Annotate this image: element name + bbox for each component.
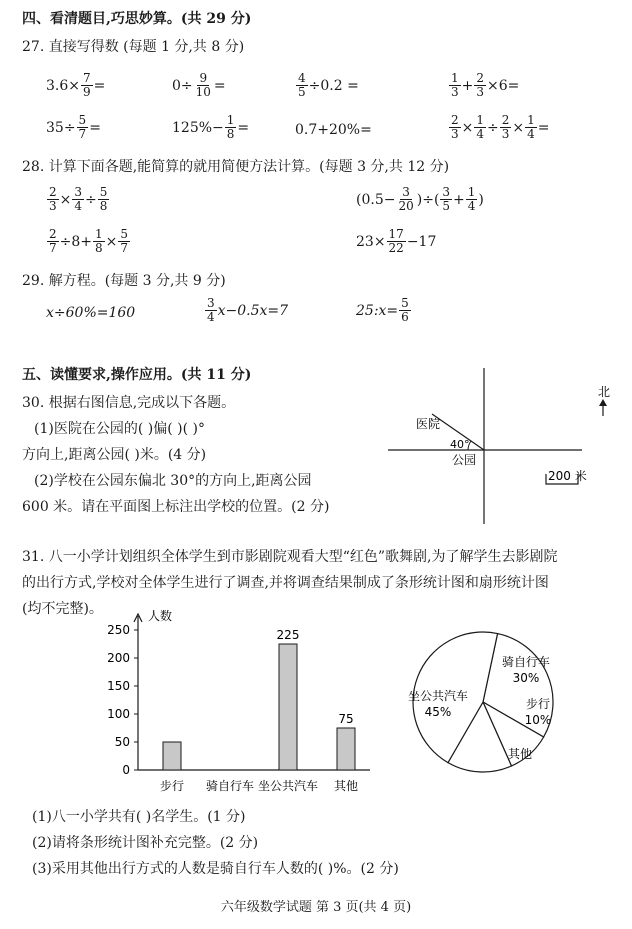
q30-map (380, 364, 620, 528)
x-category-label: 坐公共汽车 (257, 779, 319, 793)
map-scale-label: 200 米 (548, 469, 587, 483)
q29-eq-2: $\frac{3}{4}$ x−0.5x=7 (207, 296, 289, 324)
section-4-title: 四、看清题目,巧思妙算。(共 29 分) (22, 11, 252, 27)
pie-slice-label: 其他 (507, 747, 533, 761)
q27-item-6: 125%− $\frac{1}{8}$ = (172, 113, 250, 141)
q27-item-5: 35÷ $\frac{5}{7}$ = (46, 113, 101, 141)
y-tick-label: 100 (107, 707, 130, 721)
pie-slice-label: 30% (512, 671, 540, 685)
q27-item-8: $\frac{2}{3}$ × $\frac{1}{4}$ ÷ $\frac{2}{3}$ × $\frac{1}{4}$ = (451, 113, 550, 141)
q27-title: 27. 直接写得数 (每题 1 分,共 8 分) (22, 39, 245, 55)
y-tick-label: 200 (107, 651, 130, 665)
map-park-label: 公园 (452, 453, 477, 467)
q31-line-3: (均不完整)。 (22, 601, 103, 617)
q28-item-a: $\frac{2}{3}$ × $\frac{3}{4}$ ÷ $\frac{5}{8}$ (49, 185, 108, 213)
y-tick-label: 150 (107, 679, 130, 693)
q31-sub-3: (3)采用其他出行方式的人数是骑自行车人数的( )%。(2 分) (32, 861, 399, 877)
q31-sub-1: (1)八一小学共有( )名学生。(1 分) (32, 809, 246, 825)
pie-slice-label: 坐公共汽车 (408, 689, 469, 703)
q29-title: 29. 解方程。(每题 3 分,共 9 分) (22, 273, 226, 289)
q30-part-1-line-2: 方向上,距离公园( )米。(4 分) (22, 447, 207, 463)
bar (163, 742, 181, 770)
section-5-title: 五、读懂要求,操作应用。(共 11 分) (22, 367, 252, 383)
pie-slice-label: 步行 (525, 697, 551, 711)
q30-part-1-line-1: (1)医院在公园的( )偏( )( )° (34, 421, 205, 437)
q30-part-2-line-1: (2)学校在公园东偏北 30°的方向上,距离公园 (34, 473, 312, 489)
map-angle-label: 40° (450, 438, 470, 451)
bar-chart-ylabel: 人数 (148, 609, 173, 623)
q27-item-2: 0÷ $\frac{9}{10}$ = (172, 71, 226, 99)
y-tick-label: 250 (107, 623, 130, 637)
q27-item-4: $\frac{1}{3}$ + $\frac{2}{3}$ ×6= (451, 71, 520, 99)
bar-data-label: 225 (276, 628, 300, 642)
bar-chart (80, 608, 380, 798)
q27-item-1: 3.6× $\frac{7}{9}$ = (46, 71, 106, 99)
pie-chart (408, 612, 578, 782)
q31-line-2: 的出行方式,学校对全体学生进行了调查,并将调查结果制成了条形统计图和扇形统计图 (22, 575, 549, 591)
x-category-label: 其他 (333, 779, 359, 793)
q31-sub-2: (2)请将条形统计图补充完整。(2 分) (32, 835, 259, 851)
q27-item-7: 0.7+20%= (295, 122, 372, 138)
y-tick-label: 0 (122, 763, 130, 777)
x-category-label: 骑自行车 (205, 779, 255, 793)
map-north-label: 北 (598, 385, 611, 399)
q27-item-3: $\frac{4}{5}$ ÷0.2 = (298, 71, 359, 99)
page-footer: 六年级数学试题 第 3 页(共 4 页) (220, 900, 412, 915)
map-hospital-label: 医院 (416, 417, 441, 431)
q28-item-b: (0.5− $\frac{3}{20}$ )÷( $\frac{3}{5}$ + $\frac{1}{4}$ ) (356, 185, 484, 213)
pie-slice-label: 10% (524, 713, 552, 727)
q28-item-c: $\frac{2}{7}$ ÷8+ $\frac{1}{8}$ × $\frac{5}{7}$ (49, 227, 129, 255)
q31-line-1: 31. 八一小学计划组织全体学生到市影剧院观看大型“红色”歌舞剧,为了解学生去影剧院 (22, 549, 558, 565)
q29-eq-1: x÷60%=160 (46, 305, 136, 321)
bar (337, 728, 355, 770)
q30-title: 30. 根据右图信息,完成以下各题。 (22, 395, 236, 411)
y-tick-label: 50 (114, 735, 130, 749)
bar (279, 644, 297, 770)
q29-eq-3: 25:x= $\frac{5}{6}$ (356, 296, 409, 324)
q28-item-d: 23× $\frac{17}{22}$ −17 (356, 227, 437, 255)
pie-slice-label: 骑自行车 (501, 655, 551, 669)
bar-data-label: 75 (338, 712, 354, 726)
q28-title: 28. 计算下面各题,能简算的就用简便方法计算。(每题 3 分,共 12 分) (22, 159, 450, 175)
pie-slice-label: 45% (424, 705, 452, 719)
x-category-label: 步行 (159, 779, 185, 793)
north-arrowhead-icon (599, 399, 607, 406)
q30-part-2-line-2: 600 米。请在平面图上标注出学校的位置。(2 分) (22, 499, 330, 515)
